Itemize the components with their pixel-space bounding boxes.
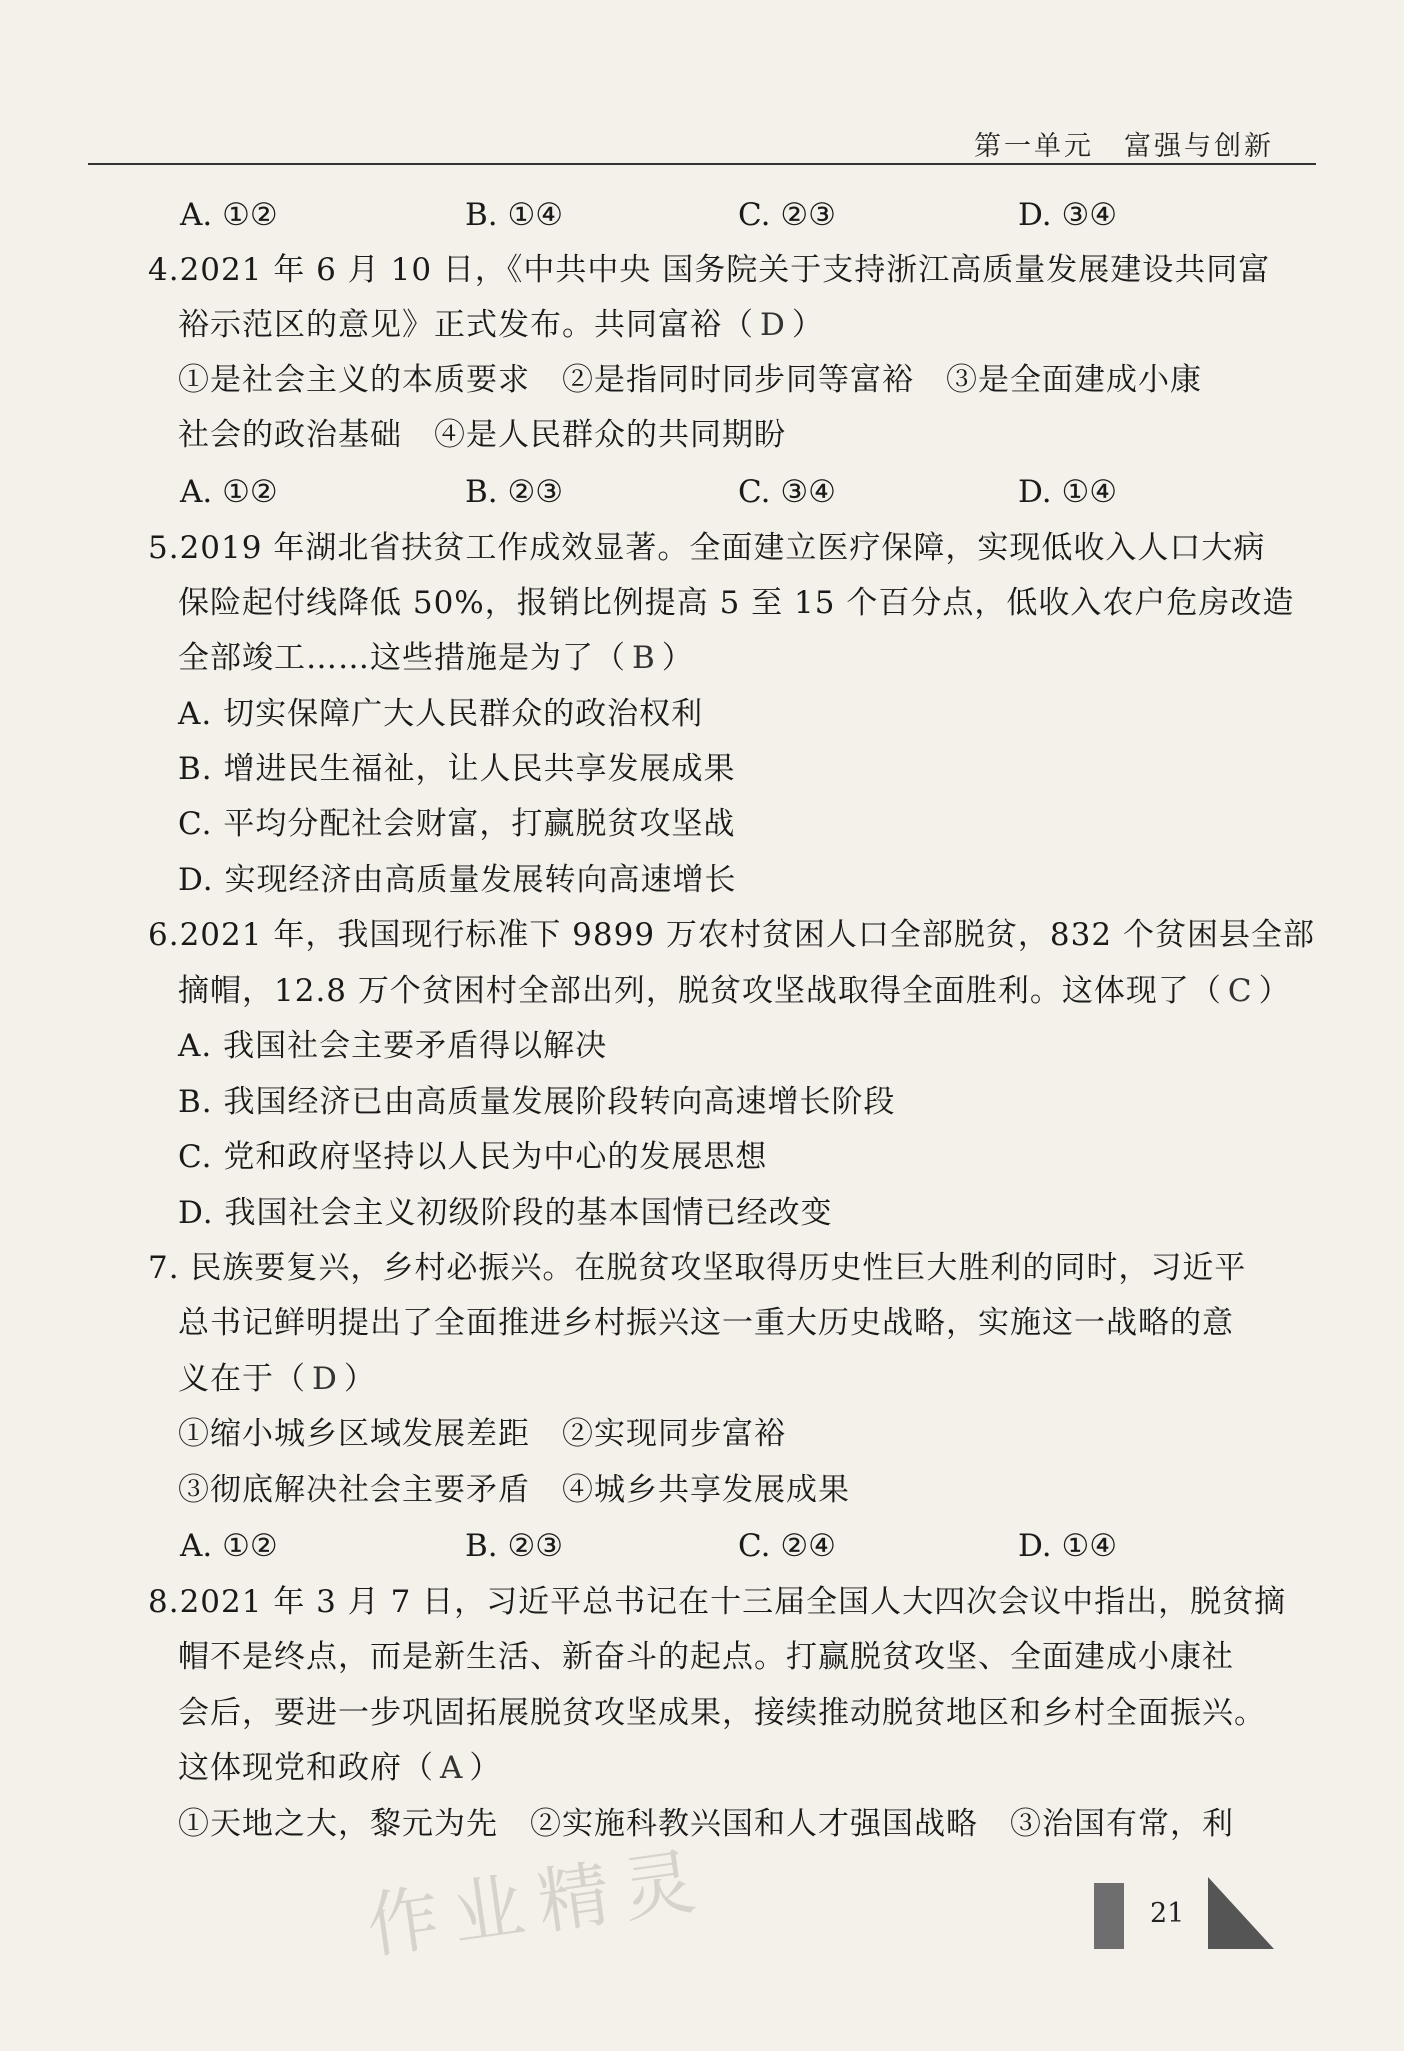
answer-7: D [312,1361,338,1397]
option-a: A. ①② [180,1528,278,1564]
question-8-line-4: 这体现党和政府（ A ） [178,1750,502,1786]
question-8-line-3: 会后，要进一步巩固拓展脱贫攻坚成果，接续推动脱贫地区和乡村全面振兴。 [178,1695,1266,1731]
question-5-line-3: 全部竣工……这些措施是为了（ B ） [178,640,694,676]
option-c: C. ②③ [738,197,836,233]
option-d: D. ①④ [1018,474,1118,510]
option-a: A. ①② [180,474,278,510]
option-a: A. ①② [180,197,278,233]
header-rule [88,163,1316,165]
question-8-line-5: ①天地之大，黎元为先 ②实施科教兴国和人才强国战略 ③治国有常，利 [178,1806,1234,1842]
answer-6: C [1227,973,1253,1009]
question-4-line-3: ①是社会主义的本质要求 ②是指同时同步同等富裕 ③是全面建成小康 [178,362,1202,398]
option-b: B. ②③ [465,1528,564,1564]
question-6-line-1: 6.2021 年，我国现行标准下 9899 万农村贫困人口全部脱贫，832 个贫困县全部 [148,917,1315,953]
option-d: D. ③④ [1018,197,1118,233]
answer-4: D [760,307,786,343]
question-4-line-1: 4.2021 年 6 月 10 日，《中共中央 国务院关于支持浙江高质量发展建设共同富 [148,252,1271,288]
answer-5: B [632,640,656,676]
question-5-line-1: 5.2019 年湖北省扶贫工作成效显著。全面建立医疗保障，实现低收入人口大病 [148,530,1266,566]
option-d: D. ①④ [1018,1528,1118,1564]
question-7-line-2: 总书记鲜明提出了全面推进乡村振兴这一重大历史战略，实施这一战略的意 [178,1305,1234,1341]
footer-block [1094,1883,1124,1949]
option-a: A. 切实保障广大人民群众的政治权利 [178,696,704,732]
question-7-line-1: 7. 民族要复兴，乡村必振兴。在脱贫攻坚取得历史性巨大胜利的同时，习近平 [148,1250,1247,1286]
option-b: B. ②③ [465,474,564,510]
unit-title: 第一单元 富强与创新 [974,131,1274,162]
question-7-line-3: 义在于（ D ） [178,1361,376,1397]
question-6-line-2: 摘帽，12.8 万个贫困村全部出列，脱贫攻坚战取得全面胜利。这体现了（ C ） [178,973,1291,1009]
question-8-line-2: 帽不是终点，而是新生活、新奋斗的起点。打赢脱贫攻坚、全面建成小康社 [178,1639,1234,1675]
option-b: B. ①④ [465,197,564,233]
question-4-line-2: 裕示范区的意见》正式发布。共同富裕（ D ） [178,307,824,343]
question-5-line-2: 保险起付线降低 50%，报销比例提高 5 至 15 个百分点，低收入农户危房改造 [178,585,1295,621]
option-c: C. 平均分配社会财富，打赢脱贫攻坚战 [178,806,736,842]
option-c: C. 党和政府坚持以人民为中心的发展思想 [178,1139,768,1175]
watermark: 作业精灵 [361,1837,715,1969]
question-4-line-4: 社会的政治基础 ④是人民群众的共同期盼 [178,417,786,453]
question-7-line-4: ①缩小城乡区域发展差距 ②实现同步富裕 [178,1416,786,1452]
option-d: D. 我国社会主义初级阶段的基本国情已经改变 [178,1195,833,1231]
answer-8: A [440,1750,464,1786]
page-number: 21 [1150,1898,1185,1929]
option-b: B. 我国经济已由高质量发展阶段转向高速增长阶段 [178,1084,896,1120]
option-c: C. ②④ [738,1528,836,1564]
option-d: D. 实现经济由高质量发展转向高速增长 [178,862,737,898]
corner-triangle-icon [1208,1877,1274,1949]
option-c: C. ③④ [738,474,836,510]
question-8-line-1: 8.2021 年 3 月 7 日，习近平总书记在十三届全国人大四次会议中指出，脱贫摘 [148,1584,1287,1620]
question-7-line-5: ③彻底解决社会主要矛盾 ④城乡共享发展成果 [178,1472,850,1508]
option-b: B. 增进民生福祉，让人民共享发展成果 [178,751,736,787]
option-a: A. 我国社会主要矛盾得以解决 [178,1028,608,1064]
